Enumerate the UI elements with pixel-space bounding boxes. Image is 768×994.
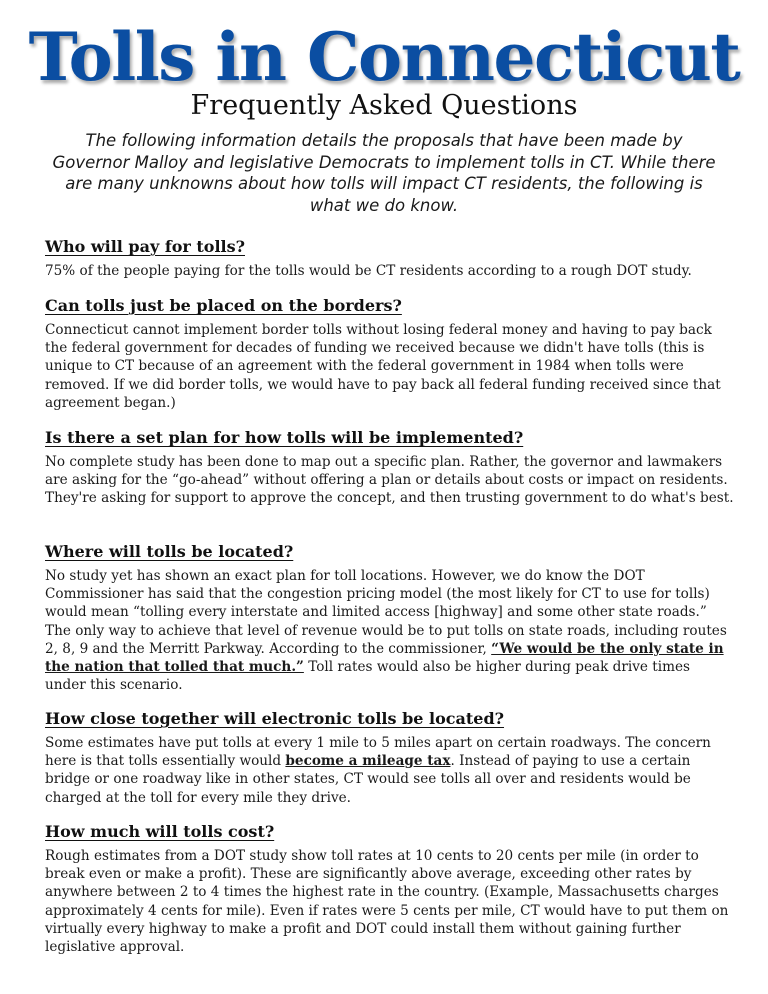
faq-section-borders [45,295,735,412]
page-title: Tolls in Connecticut [28,18,740,96]
faq-answer: Rough estimates from a DOT study show toll rates at 10 cents to 20 cents per mile (in order to break even or make a profit). These are significantly above average, exceeding other rates by anywhere between 2 to 4 times the highest rate in the country. (Example, Massachusetts charges approximately 4 cents for mile). Even if rates were 5 cents per mile, CT would have to put them on virtually every highway to make a profit and DOT could install them without gaining further legislative approval. [45,848,729,956]
faq-section-locations [45,541,735,694]
page-subtitle: Frequently Asked Questions [190,90,578,121]
faq-answer [45,734,735,807]
answer-text: Toll rates would also be higher during peak drive times under this scenario. [45,659,690,694]
faq-answer: No complete study has been done to map out a specific plan. Rather, the governor and lawmakers are asking for the “go-ahead” without offering a plan or details about costs or impact on residents. They're asking for support to approve the concept, and then trusting government to do what's best. [45,454,734,507]
faq-answer: 75% of the people paying for the tolls would be CT residents according to a rough DOT study. [45,263,692,279]
faq-question: How close together will electronic tolls be located? [45,709,505,728]
faq-question: Can tolls just be placed on the borders? [45,296,402,315]
intro-paragraph: The following information details the proposals that have been made by Governor Malloy and legislative Democrats to implement tolls in CT. While there are many unknowns about how tolls will impact CT residents, the following is what we do know. [52,131,716,215]
faq-question: Is there a set plan for how tolls will be implemented? [45,428,524,447]
faq-question: Where will tolls be located? [45,542,294,561]
mileage-tax-emphasis: become a mileage tax [285,753,451,770]
faq-question: How much will tolls cost? [45,822,275,841]
commissioner-quote: “We would be the only state in the nation that tolled that much.” [45,640,724,676]
answer-text: . Instead of paying to use a certain bridge or one roadway like in other states, CT would see tolls all over and residents would be charged at the toll for every mile they drive. [45,753,691,806]
faq-answer: Connecticut cannot implement border tolls without losing federal money and having to pay back the federal government for decades of funding we received because we didn't have tolls (this is unique to CT because of an agreement with the federal government in 1984 when tolls were removed. If we did border tolls, we would have to pay back all federal funding received since that agreement began.) [45,322,721,411]
faq-section-who-pays [45,236,735,280]
faq-answer [45,567,735,694]
faq-section-cost [45,821,735,956]
faq-section-set-plan [45,427,735,508]
answer-text: Some estimates have put tolls at every 1 mile to 5 miles apart on certain roadways. The concern here is that tolls essentially would [45,735,711,770]
faq-question: Who will pay for tolls? [45,237,245,256]
faq-section-spacing [45,708,735,807]
answer-text: No study yet has shown an exact plan for toll locations. However, we do know the DOT Commissioner has said that the congestion pricing model (the most likely for CT to use for tolls) would mean “tolling every interstate and limited access [highway] and some other state roads.” The only way to achieve that level of revenue would be to put tolls on state roads, including routes 2, 8, 9 and the Merritt Parkway. According to the commissioner, [45,568,727,657]
